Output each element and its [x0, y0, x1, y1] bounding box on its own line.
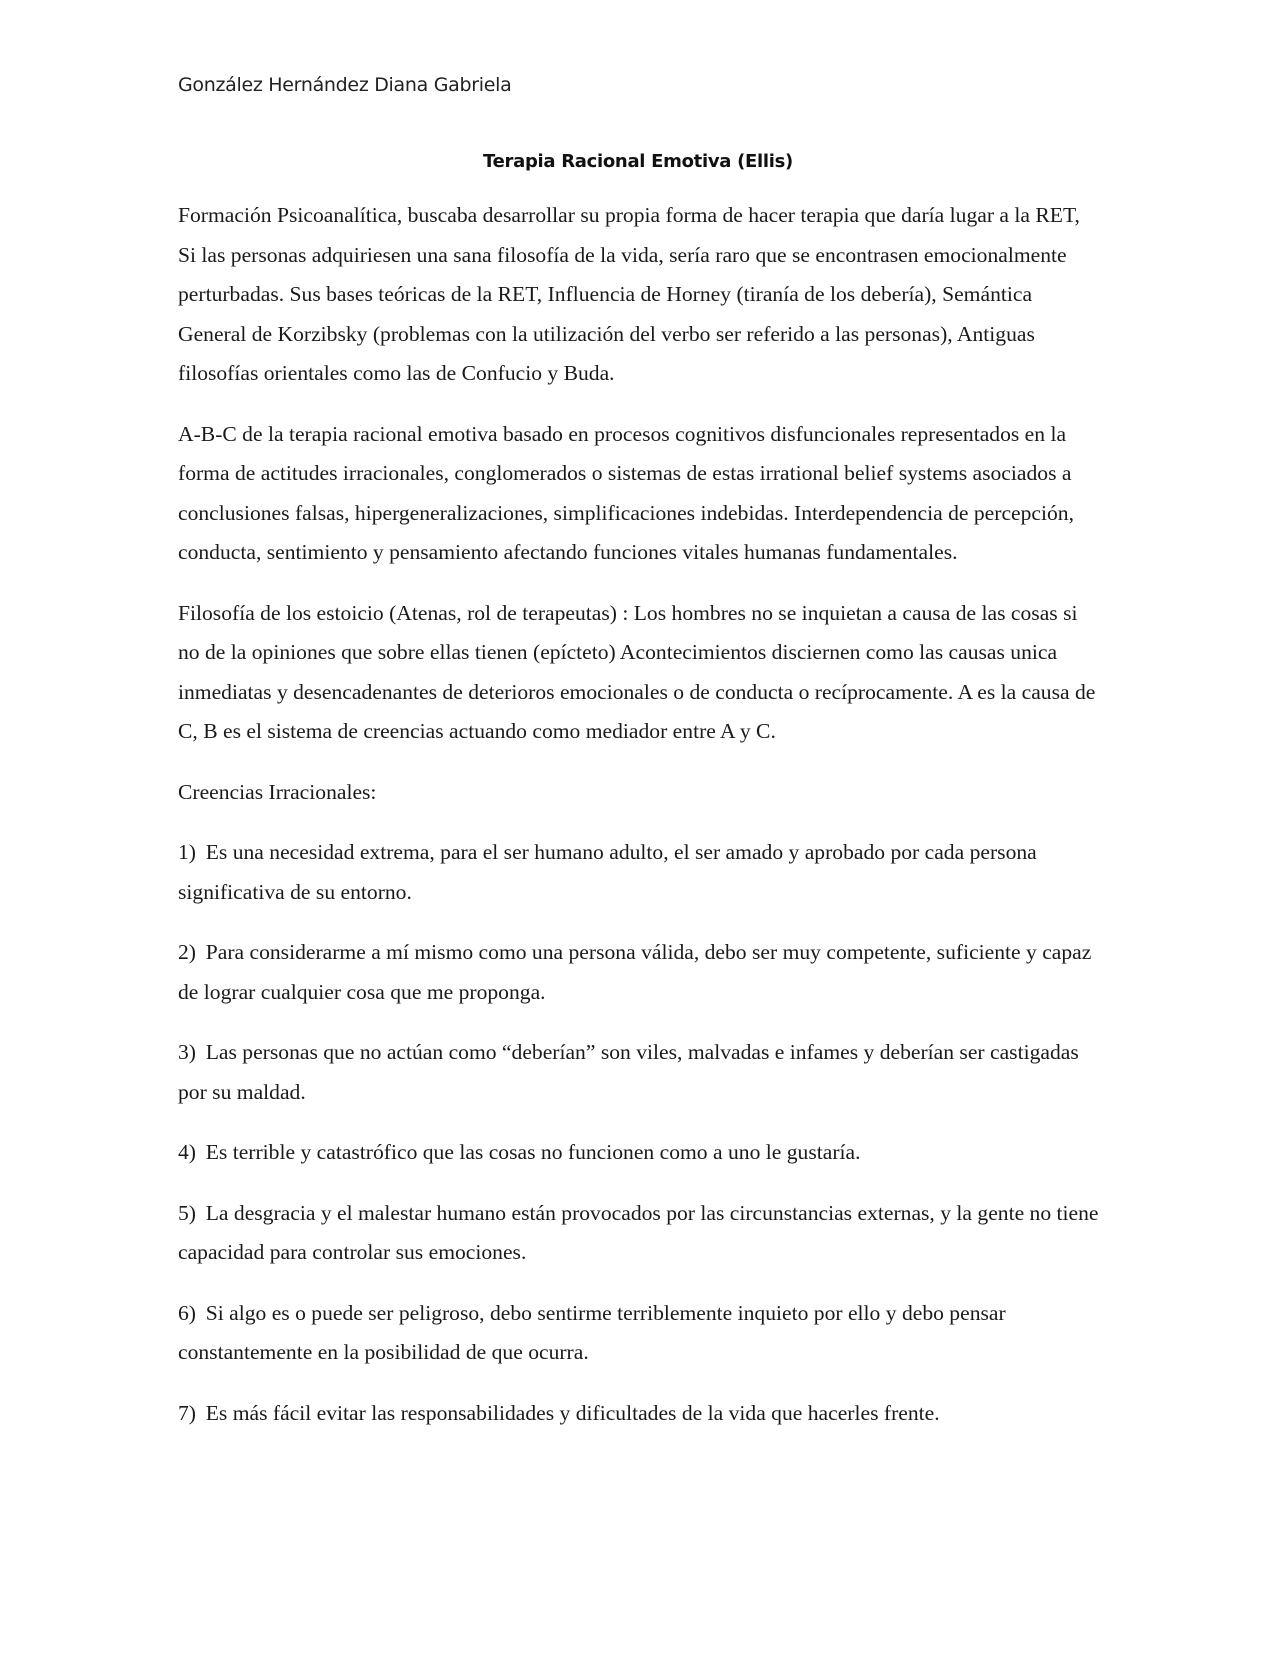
list-item-text: Es terrible y catastrófico que las cosas no funcionen como a uno le gustaría. — [205, 1140, 861, 1164]
list-item-text: Es más fácil evitar las responsabilidades y dificultades de la vida que hacerles frente. — [205, 1400, 940, 1425]
list-item-number: 2) — [178, 940, 196, 964]
paragraph-formacion: Formación Psicoanalítica, buscaba desarrollar su propia forma de hacer terapia que daría lugar a la RET, Si las personas adquiriesen una sana filosofía de la vida, sería raro que se encontrasen emocionalmente perturbadas. Sus bases teóricas de la RET, Influencia de Horney (tiranía de los debería), Semántica General de Korzibsky (problemas con la utilización del verbo ser referido a las personas), Antiguas filosofías orientales como las de Confucio y Buda. — [178, 203, 1080, 385]
list-item-text: Las personas que no actúan como “deberían” son viles, malvadas e infames y deberían ser castigadas por su maldad. — [178, 1040, 1079, 1104]
list-item-number: 1) — [178, 840, 196, 864]
list-item-number: 6) — [178, 1300, 196, 1325]
document-title: Terapia Racional Emotiva (Ellis) — [483, 151, 793, 172]
list-item — [178, 1033, 1103, 1112]
paragraph-estoicos: Filosofía de los estoicio (Atenas, rol de terapeutas) : Los hombres no se inquietan a causa de las cosas si no de la opiniones que sobre ellas tienen (epícteto) Acontecimientos disciernen como las causas unica inmediatas y desencadenantes de deterioros emocionales o de conducta o recíprocamente. A es la causa de C, B es el sistema de creencias actuando como mediador entre A y C. — [178, 600, 1096, 743]
list-item — [178, 1394, 1103, 1434]
list-heading: Creencias Irracionales: — [178, 779, 377, 804]
list-item — [178, 933, 1103, 1012]
list-item — [178, 833, 1103, 912]
list-item — [178, 1194, 1103, 1273]
list-item — [178, 1133, 1103, 1173]
author-name: González Hernández Diana Gabriela — [178, 74, 512, 96]
paragraph-abc: A-B-C de la terapia racional emotiva basado en procesos cognitivos disfuncionales representados en la forma de actitudes irracionales, conglomerados o sistemas de estas irrational belief systems asociados a conclusiones falsas, hipergeneralizaciones, simplificaciones indebidas. Interdependencia de percepción, conducta, sentimiento y pensamiento afectando funciones vitales humanas fundamentales. — [178, 421, 1074, 564]
list-item — [178, 1294, 1103, 1373]
list-item-text: Para considerarme a mí mismo como una persona válida, debo ser muy competente, suficiente y capaz de lograr cualquier cosa que me proponga. — [178, 940, 1092, 1004]
list-item-number: 4) — [178, 1140, 196, 1164]
list-item-text: Es una necesidad extrema, para el ser humano adulto, el ser amado y aprobado por cada persona significativa de su entorno. — [178, 840, 1037, 904]
list-item-text: La desgracia y el malestar humano están provocados por las circunstancias externas, y la gente no tiene capacidad para controlar sus emociones. — [178, 1200, 1099, 1264]
list-item-number: 3) — [178, 1040, 196, 1064]
list-item-text: Si algo es o puede ser peligroso, debo sentirme terriblemente inquieto por ello y debo pensar constantemente en la posibilidad de que ocurra. — [178, 1300, 1006, 1364]
document-body — [178, 196, 1103, 1454]
list-item-number: 7) — [178, 1400, 196, 1425]
list-item-number: 5) — [178, 1200, 196, 1225]
